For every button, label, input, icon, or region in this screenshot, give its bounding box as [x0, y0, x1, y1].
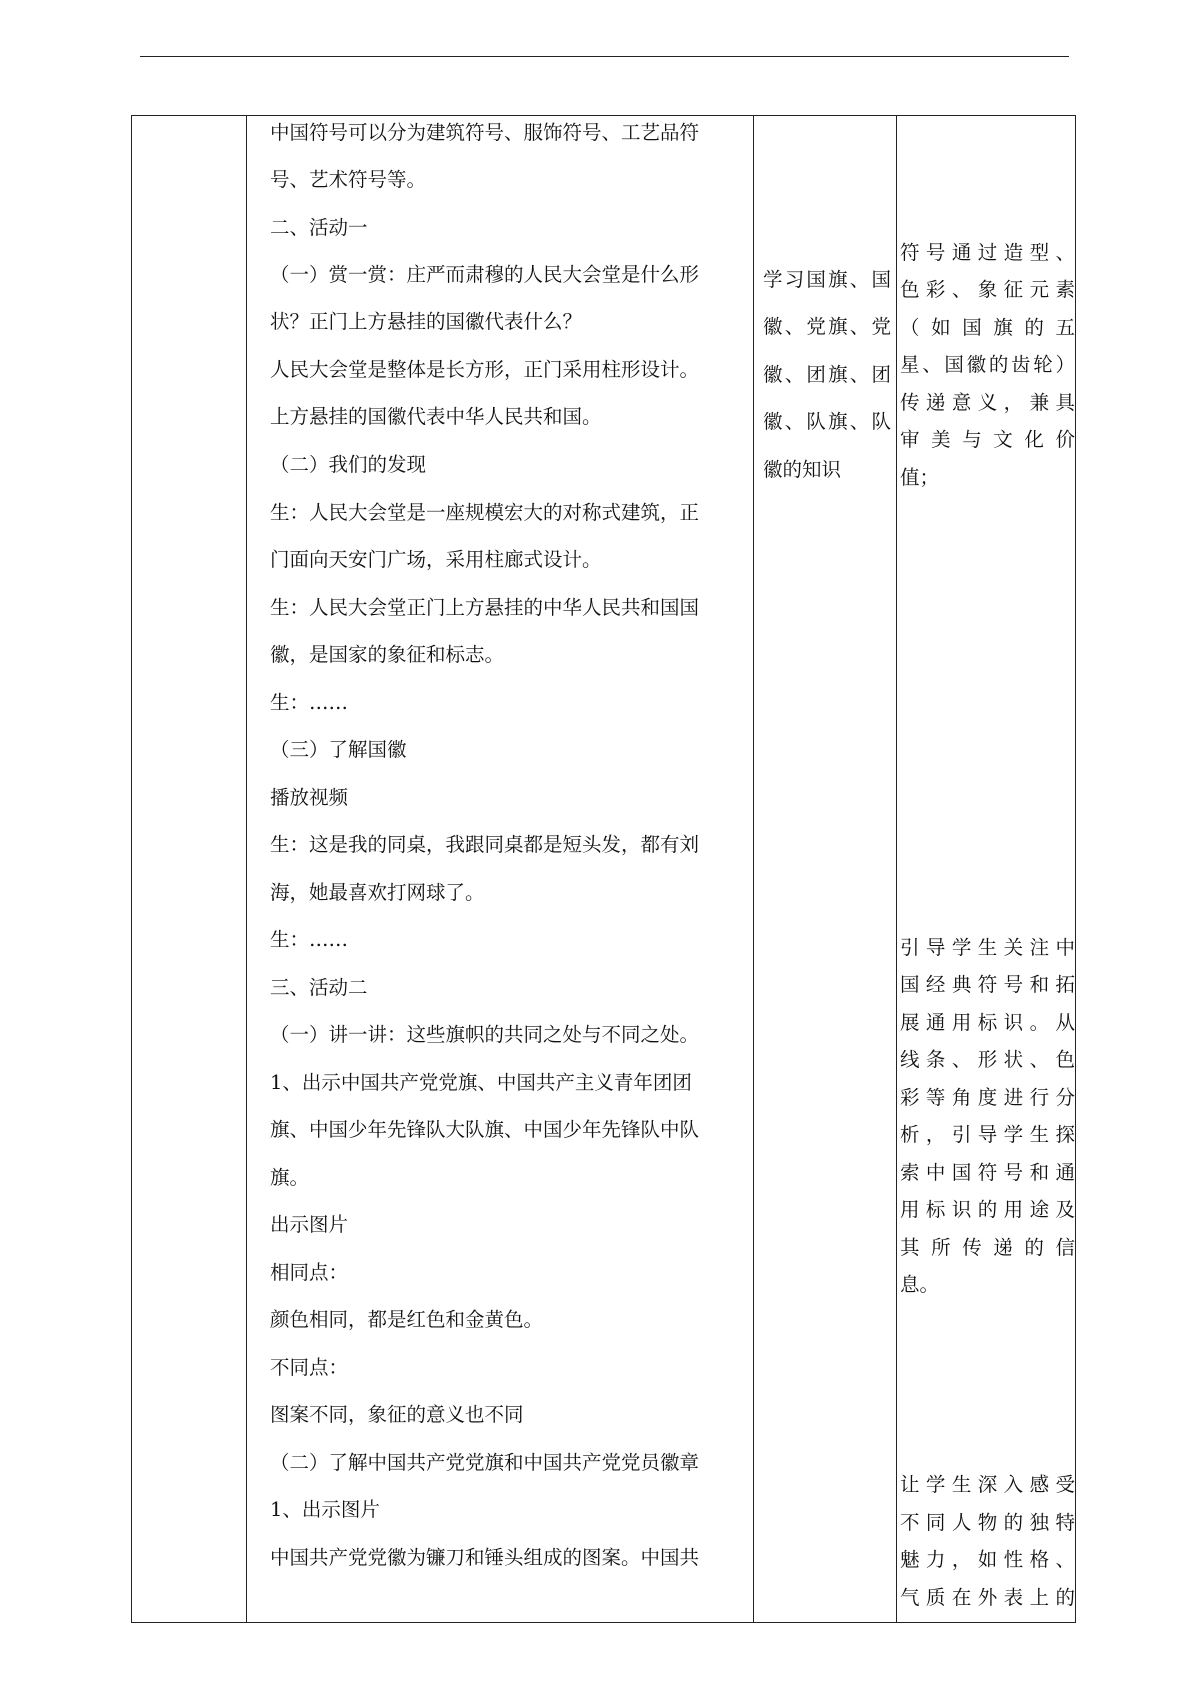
knowledge-line: 徽、团旗、团: [763, 363, 891, 386]
column-divider-1: [246, 116, 247, 1622]
intent-line: 让学生深入感受: [900, 1473, 1075, 1496]
process-line: 上方悬挂的国徽代表中华人民共和国。: [270, 405, 602, 428]
intent-line: 彩等角度进行分: [900, 1086, 1075, 1109]
process-line: 颜色相同，都是红色和金黄色。: [270, 1308, 544, 1331]
teaching-process-cell: [258, 116, 751, 1622]
process-line: 生：……: [270, 928, 349, 951]
lesson-table: [131, 115, 1076, 1623]
process-line: 旗、中国少年先锋队大队旗、中国少年先锋队中队: [270, 1118, 700, 1141]
intent-line: 星、国徽的齿轮）: [900, 353, 1075, 376]
knowledge-line: 学习国旗、国: [763, 268, 891, 291]
process-line: 三、活动二: [270, 976, 368, 999]
intent-line: 值；: [900, 466, 940, 489]
process-line: （一）赏一赏：庄严而肃穆的人民大会堂是什么形: [270, 263, 700, 286]
knowledge-line: 徽的知识: [763, 458, 842, 481]
knowledge-cell: [763, 116, 891, 1622]
process-line: 海，她最喜欢打网球了。: [270, 881, 485, 904]
process-line: 出示图片: [270, 1213, 349, 1236]
column-divider-2: [753, 116, 754, 1622]
intent-line: 线条、形状、色: [900, 1048, 1075, 1071]
process-line: 门面向天安门广场，采用柱廊式设计。: [270, 548, 602, 571]
intent-line: 索中国符号和通: [900, 1161, 1075, 1184]
process-line: 播放视频: [270, 786, 349, 809]
intent-line: 传递意义，兼具: [900, 391, 1075, 414]
process-line: 1、出示中国共产党党旗、中国共产主义青年团团: [270, 1071, 692, 1094]
intent-line: 息。: [900, 1273, 940, 1296]
intent-line: 不同人物的独特: [900, 1511, 1075, 1534]
design-intent-cell: [900, 116, 1075, 1622]
process-line: 旗。: [270, 1166, 310, 1189]
intent-line: 其所传递的信: [900, 1236, 1075, 1259]
process-line: 1、出示图片: [270, 1498, 380, 1521]
process-line: （二）了解中国共产党党旗和中国共产党党员徽章: [270, 1451, 700, 1474]
process-line: 不同点：: [270, 1356, 349, 1379]
intent-line: 用标识的用途及: [900, 1198, 1075, 1221]
process-line: 号、艺术符号等。: [270, 168, 427, 191]
process-line: 生：人民大会堂是一座规模宏大的对称式建筑，正: [270, 501, 700, 524]
process-line: 人民大会堂是整体是长方形，正门采用柱形设计。: [270, 358, 700, 381]
process-line: 中国符号可以分为建筑符号、服饰符号、工艺品符: [270, 121, 700, 144]
process-line: 生：这是我的同桌，我跟同桌都是短头发，都有刘: [270, 833, 700, 856]
intent-line: 析，引导学生探: [900, 1123, 1075, 1146]
process-line: （一）讲一讲：这些旗帜的共同之处与不同之处。: [270, 1023, 700, 1046]
process-line: 图案不同，象征的意义也不同: [270, 1403, 524, 1426]
process-line: （三）了解国徽: [270, 738, 407, 761]
intent-line: 国经典符号和拓: [900, 973, 1075, 996]
intent-line: （如国旗的五: [900, 316, 1075, 339]
intent-line: 气质在外表上的: [900, 1586, 1075, 1609]
process-line: 生：……: [270, 691, 349, 714]
intent-line: 引导学生关注中: [900, 936, 1075, 959]
intent-line: 展通用标识。从: [900, 1011, 1075, 1034]
process-line: （二）我们的发现: [270, 453, 427, 476]
intent-line: 审美与文化价: [900, 428, 1075, 451]
header-rule: [140, 56, 1069, 57]
intent-line: 魅力，如性格、: [900, 1548, 1075, 1571]
process-line: 状？正门上方悬挂的国徽代表什么？: [270, 310, 583, 333]
process-line: 中国共产党党徽为镰刀和锤头组成的图案。中国共: [270, 1546, 700, 1569]
process-line: 二、活动一: [270, 216, 368, 239]
column-divider-3: [896, 116, 897, 1622]
knowledge-line: 徽、队旗、队: [763, 410, 891, 433]
process-line: 相同点：: [270, 1261, 349, 1284]
intent-line: 色彩、象征元素: [900, 278, 1075, 301]
process-line: 生：人民大会堂正门上方悬挂的中华人民共和国国: [270, 596, 700, 619]
process-line: 徽，是国家的象征和标志。: [270, 643, 505, 666]
intent-line: 符号通过造型、: [900, 241, 1075, 264]
knowledge-line: 徽、党旗、党: [763, 315, 891, 338]
